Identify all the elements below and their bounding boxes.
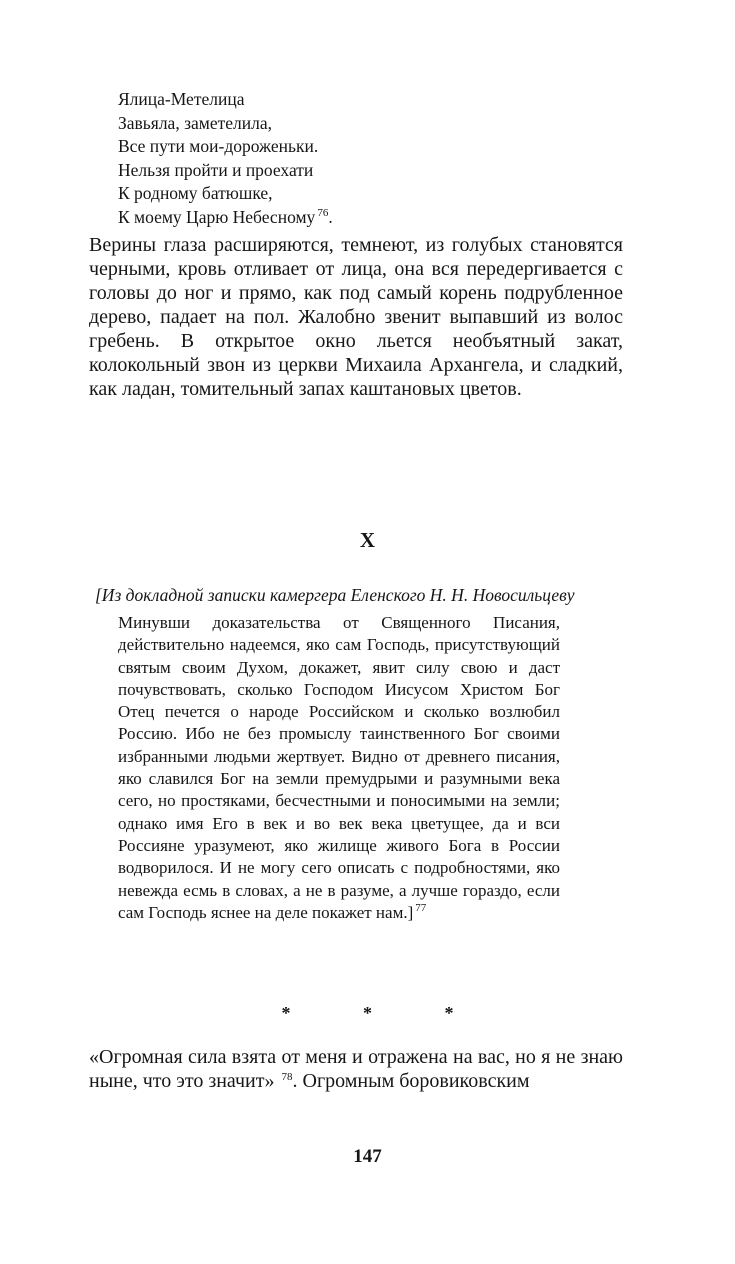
section-separator xyxy=(0,1003,735,1024)
quote-text: Минувши доказательства от Священного Писания, действительно надеемся, яко сам Господь, присутствующий святым своим Духом, докажет, явит силу свою и даст почувствовать, сколько Господом Иисусом Христом Бог Отец печется о народе Российском и сколько возлюбил Россию. Ибо не без промыслу таинственного Бог своими избранными людьми жертвует. Видно от древнего писания, яко славился Бог на земли премудрыми и разумными века сего, но простяками, бесчестными и поносимыми на земли; однако имя Его в век и во век века цветущее, да и вси Россияне уразумеют, яко жилище живого Бога в России водворилося. И не могу сего описать с подробностями, яко невежда есмь в словах, а не в разуме, а лучше гораздо, если сам Господь яснее на деле покажет нам.] xyxy=(118,613,560,922)
document-source-heading: [Из докладной записки камергера Еленского Н. Н. Новосильцеву xyxy=(95,585,575,605)
separator-asterisk: * xyxy=(363,1003,372,1023)
separator-asterisk: * xyxy=(444,1003,454,1023)
poem-line: Нельзя пройти и проехати xyxy=(118,159,314,180)
body-paragraph-continued xyxy=(89,1045,623,1093)
body-paragraph: Верины глаза расширяются, темнеют, из голубых становятся черными, кровь отливает от лица, она вся передергивается с головы до ног и прямо, как под самый корень подрубленное дерево, падает на пол. Жалобно звенит выпавший из волос гребень. В открытое окно льется необъятный закат, колокольный звон из церкви Михаила Архангела, и сладкий, как ладан, томительный запах каштановых цветов. xyxy=(89,234,623,400)
poem-line: Ялица-Метелица xyxy=(118,89,245,109)
poem-line: Завьяла, заметелила, xyxy=(118,112,272,133)
footnote-ref[interactable]: 77 xyxy=(415,901,427,914)
poem-line: К родному батюшке, xyxy=(118,183,273,203)
separator-asterisk: * xyxy=(281,1003,291,1023)
paragraph-text-continued: . Огромным боровиковским xyxy=(292,1070,530,1092)
chapter-heading: X xyxy=(359,528,376,552)
paragraph-text: «Огромная сила взята от меня и отражена на вас, но я не знаю ныне, что это значит» xyxy=(89,1046,623,1092)
poem-line-text: К моему Царю Небесному xyxy=(118,206,316,227)
poem-line: Все пути мои-дороженьки. xyxy=(118,136,319,156)
poem-verse xyxy=(118,88,333,229)
footnote-ref[interactable]: 76 xyxy=(317,206,329,219)
poem-line-last xyxy=(118,206,333,230)
quoted-document xyxy=(118,612,560,924)
footnote-ref[interactable]: 78 xyxy=(281,1071,293,1083)
page-number: 147 xyxy=(353,1146,382,1167)
poem-end-punct: . xyxy=(328,206,333,227)
